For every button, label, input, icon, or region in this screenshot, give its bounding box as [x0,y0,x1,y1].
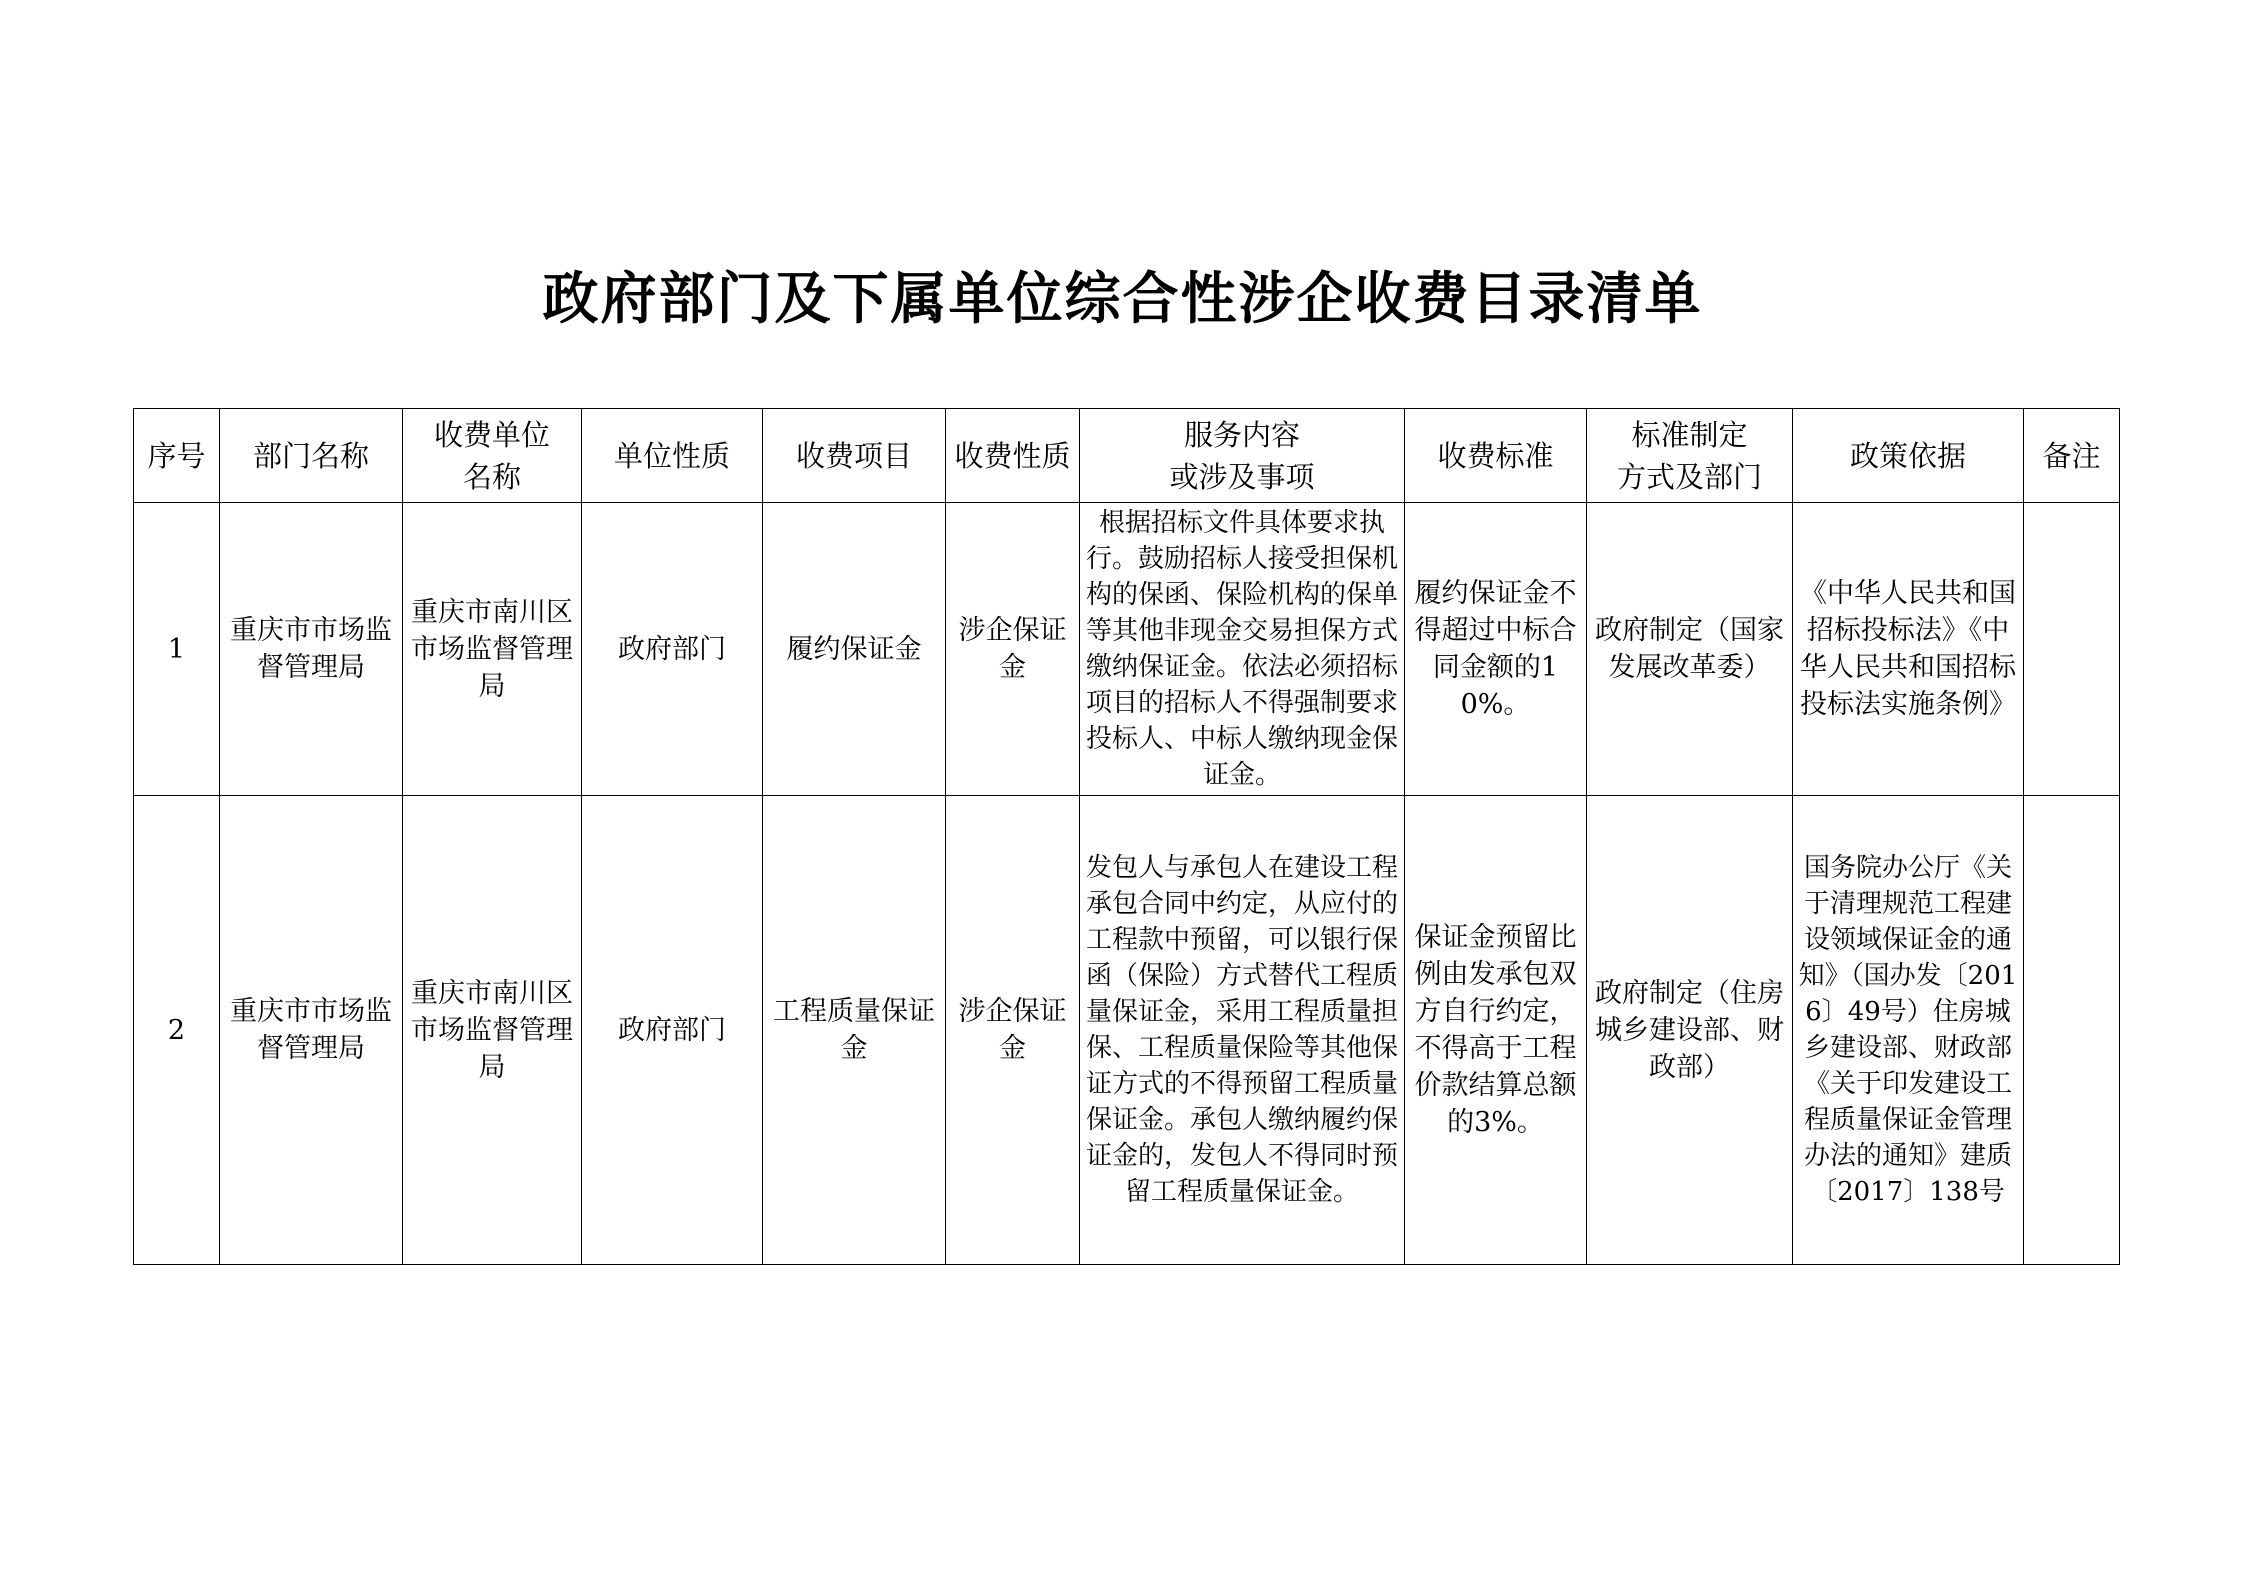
cell-method: 政府制定（住房城乡建设部、财政部） [1587,796,1793,1265]
table-row [134,503,2120,796]
header-policy: 政策依据 [1793,409,2024,503]
header-remark: 备注 [2024,409,2120,503]
header-fee-type: 收费性质 [946,409,1080,503]
cell-seq: 1 [134,503,220,796]
header-service: 服务内容 或涉及事项 [1080,409,1405,503]
cell-service: 根据招标文件具体要求执行。鼓励招标人接受担保机构的保函、保险机构的保单等其他非现金交易担保方式缴纳保证金。依法必须招标项目的招标人不得强制要求投标人、中标人缴纳现金保证金。 [1080,503,1405,796]
fee-catalog-table [133,408,2120,1265]
cell-nature: 政府部门 [582,796,763,1265]
table-row [134,796,2120,1265]
header-nature: 单位性质 [582,409,763,503]
header-unit: 收费单位 名称 [403,409,582,503]
cell-policy: 国务院办公厅《关于清理规范工程建设领域保证金的通知》（国办发〔2016〕49号）住房城乡建设部、财政部《关于印发建设工程质量保证金管理办法的通知》建质〔2017〕138号 [1793,796,2024,1265]
cell-standard: 履约保证金不得超过中标合同金额的10%。 [1405,503,1587,796]
header-dept: 部门名称 [220,409,403,503]
cell-fee-type: 涉企保证金 [946,796,1080,1265]
header-seq: 序号 [134,409,220,503]
page-title: 政府部门及下属单位综合性涉企收费目录清单 [542,266,1703,332]
header-method: 标准制定 方式及部门 [1587,409,1793,503]
header-item: 收费项目 [763,409,946,503]
cell-fee-type: 涉企保证金 [946,503,1080,796]
cell-policy: 《中华人民共和国招标投标法》《中华人民共和国招标投标法实施条例》 [1793,503,2024,796]
cell-item: 工程质量保证金 [763,796,946,1265]
cell-dept: 重庆市市场监督管理局 [220,503,403,796]
cell-service: 发包人与承包人在建设工程承包合同中约定，从应付的工程款中预留，可以银行保函（保险）方式替代工程质量保证金，采用工程质量担保、工程质量保险等其他保证方式的不得预留工程质量保证金。承包人缴纳履约保证金的，发包人不得同时预留工程质量保证金。 [1080,796,1405,1265]
header-standard: 收费标准 [1405,409,1587,503]
table-header [134,409,2120,503]
cell-method: 政府制定（国家发展改革委） [1587,503,1793,796]
cell-dept: 重庆市市场监督管理局 [220,796,403,1265]
cell-remark [2024,503,2120,796]
cell-nature: 政府部门 [582,503,763,796]
cell-seq: 2 [134,796,220,1265]
cell-unit: 重庆市南川区市场监督管理局 [403,796,582,1265]
cell-unit: 重庆市南川区市场监督管理局 [403,503,582,796]
cell-item: 履约保证金 [763,503,946,796]
cell-remark [2024,796,2120,1265]
cell-standard: 保证金预留比例由发承包双方自行约定，不得高于工程价款结算总额的3%。 [1405,796,1587,1265]
